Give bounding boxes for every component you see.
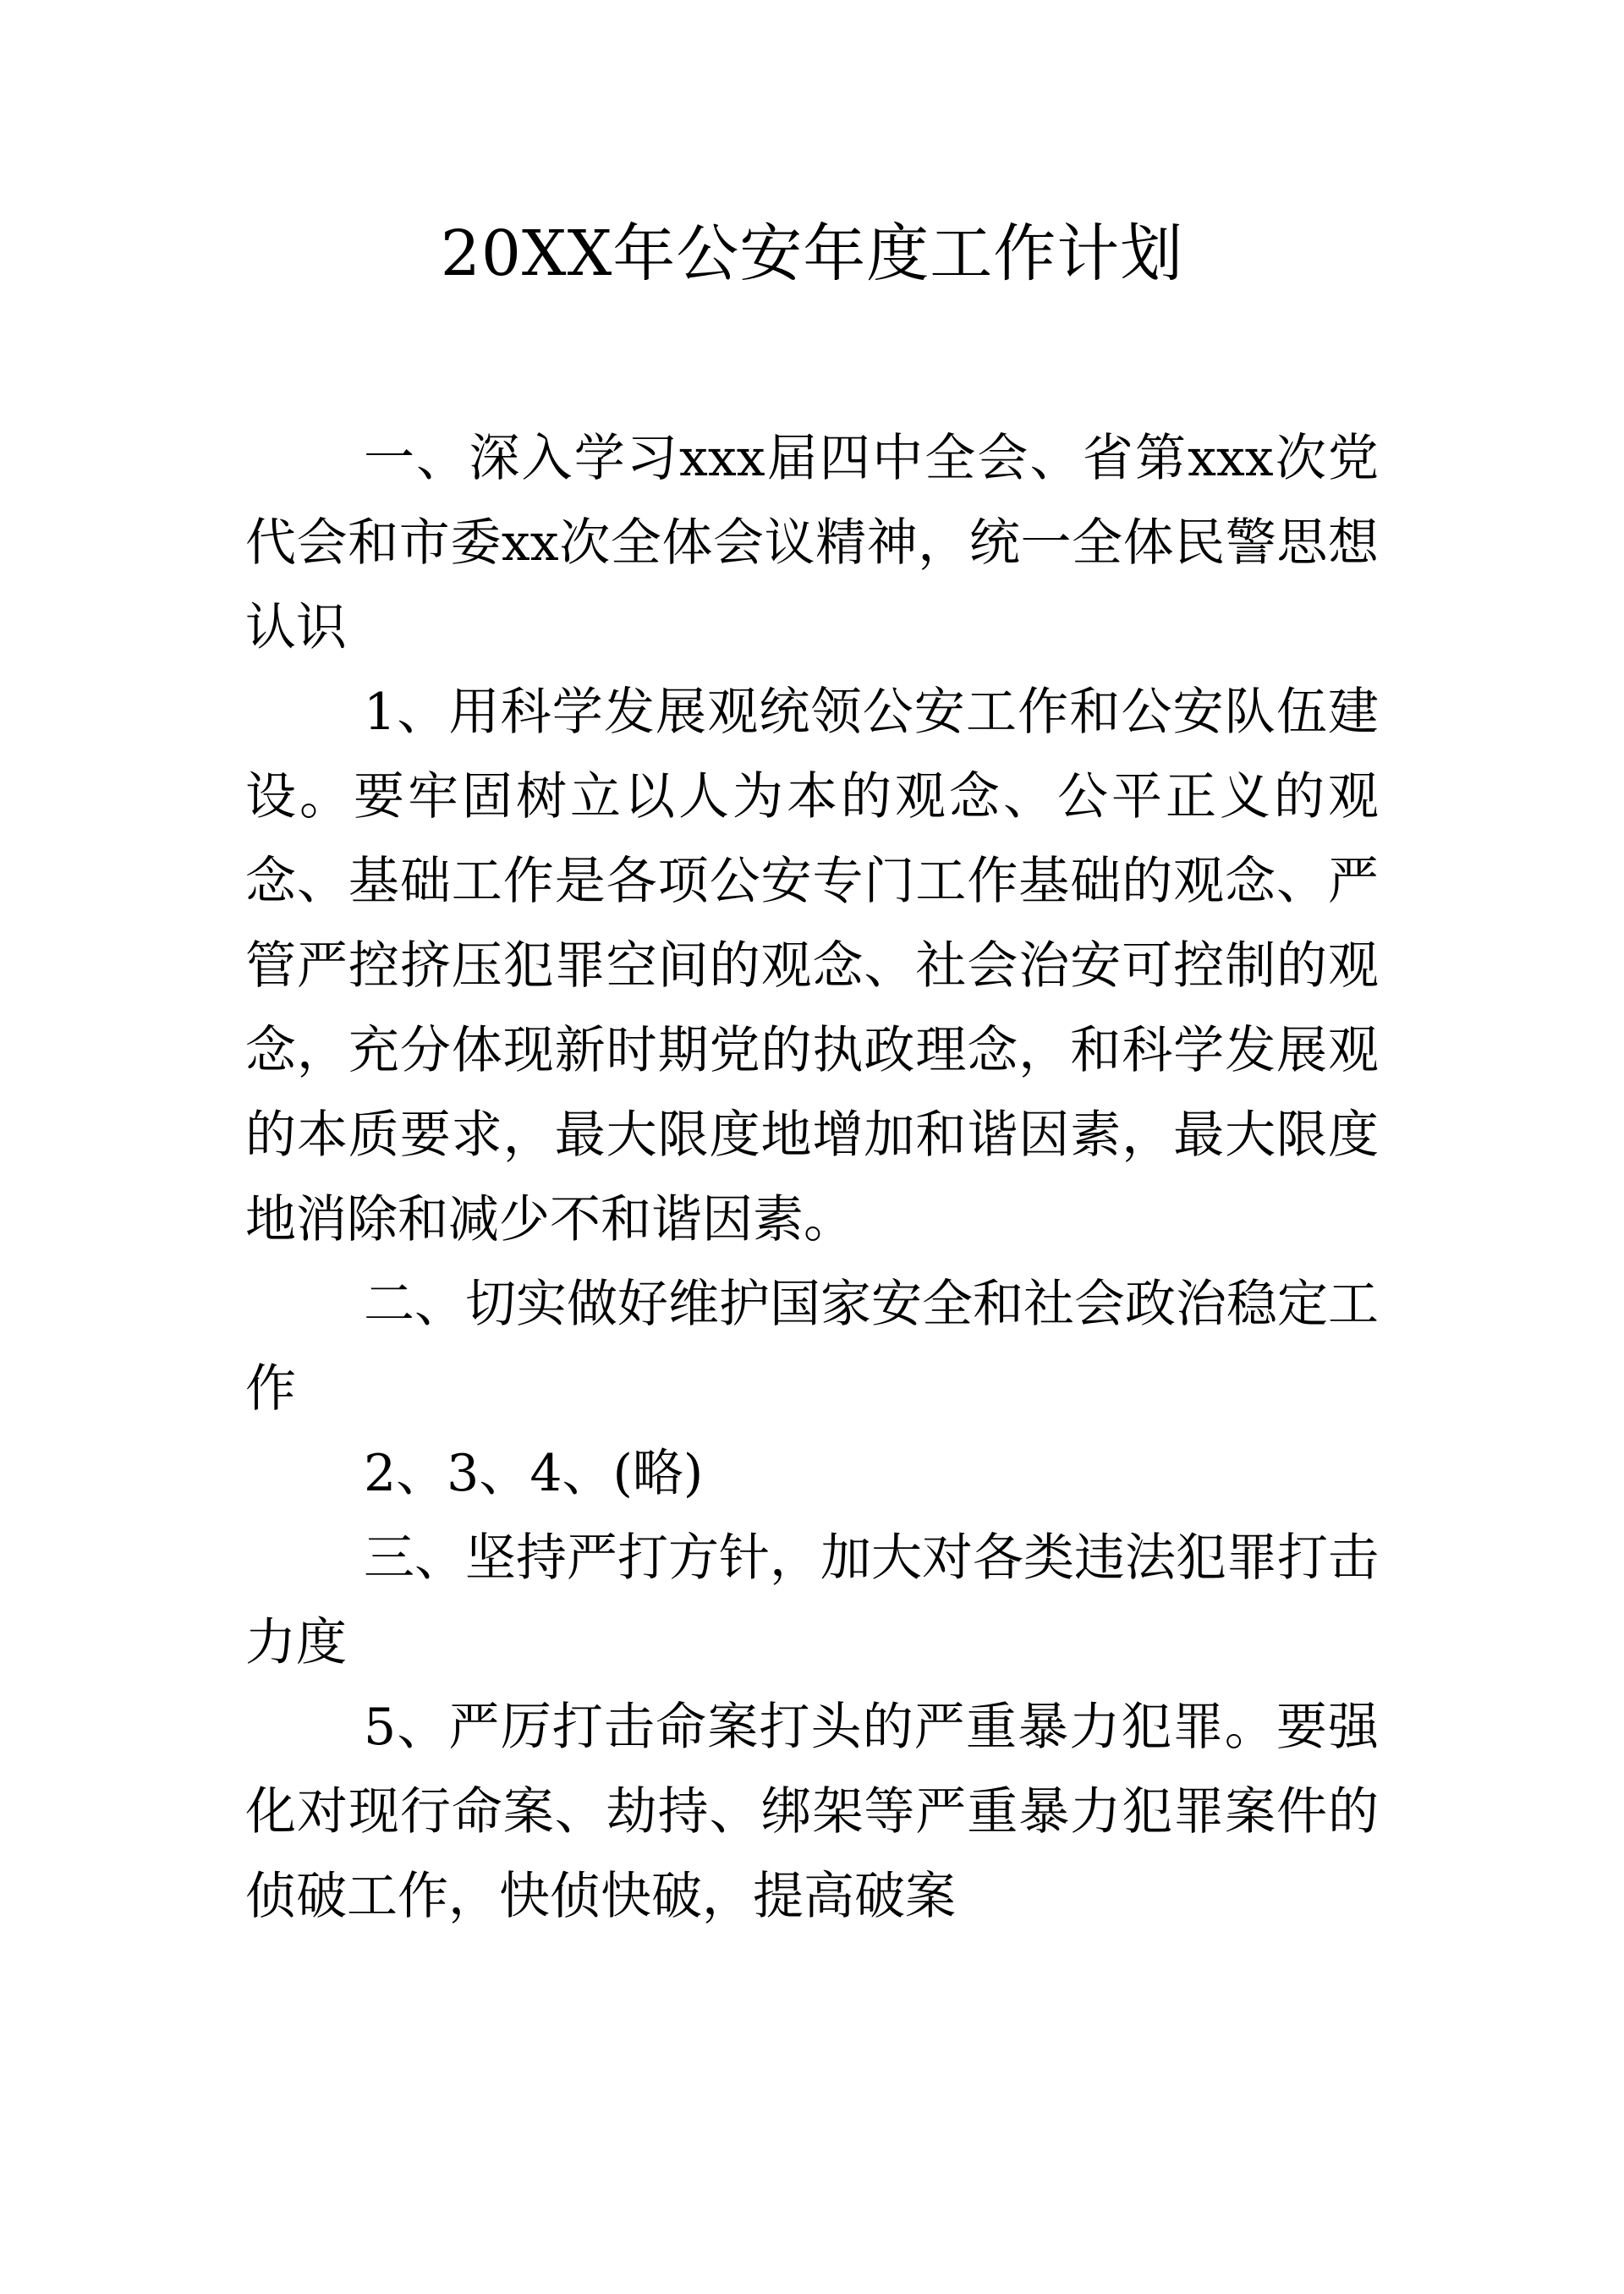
section-heading-3: 三、坚持严打方针，加大对各类违法犯罪打击力度 [245, 1528, 1379, 1672]
paragraph-item-1: 1、用科学发展观统领公安工作和公安队伍建设。要牢固树立以人为本的观念、公平正义的观念、基础工作是各项公安专门工作基础的观念、严管严控挤压犯罪空间的观念、社会治安可控制的观念，充分体现新时期党的执政理念，和科学发展观的本质要求，最大限度地增加和谐因素，最大限度地消除和减少不和谐因素。 [245, 683, 1379, 1249]
document-body [245, 416, 1379, 1939]
paragraph-items-2-4: 2、3、4、(略) [364, 1444, 704, 1503]
section-heading-2: 二、切实做好维护国家安全和社会政治稳定工作 [245, 1275, 1379, 1419]
document-title: 20XX年公安年度工作计划 [440, 217, 1184, 290]
section-heading-1: 一、深入学习xxx届四中全会、省第xxx次党代会和市委xx次全体会议精神，统一全体民警思想认识 [245, 429, 1379, 657]
paragraph-item-5: 5、严厉打击命案打头的严重暴力犯罪。要强化对现行命案、劫持、绑架等严重暴力犯罪案件的侦破工作，快侦快破，提高破案 [245, 1698, 1379, 1926]
